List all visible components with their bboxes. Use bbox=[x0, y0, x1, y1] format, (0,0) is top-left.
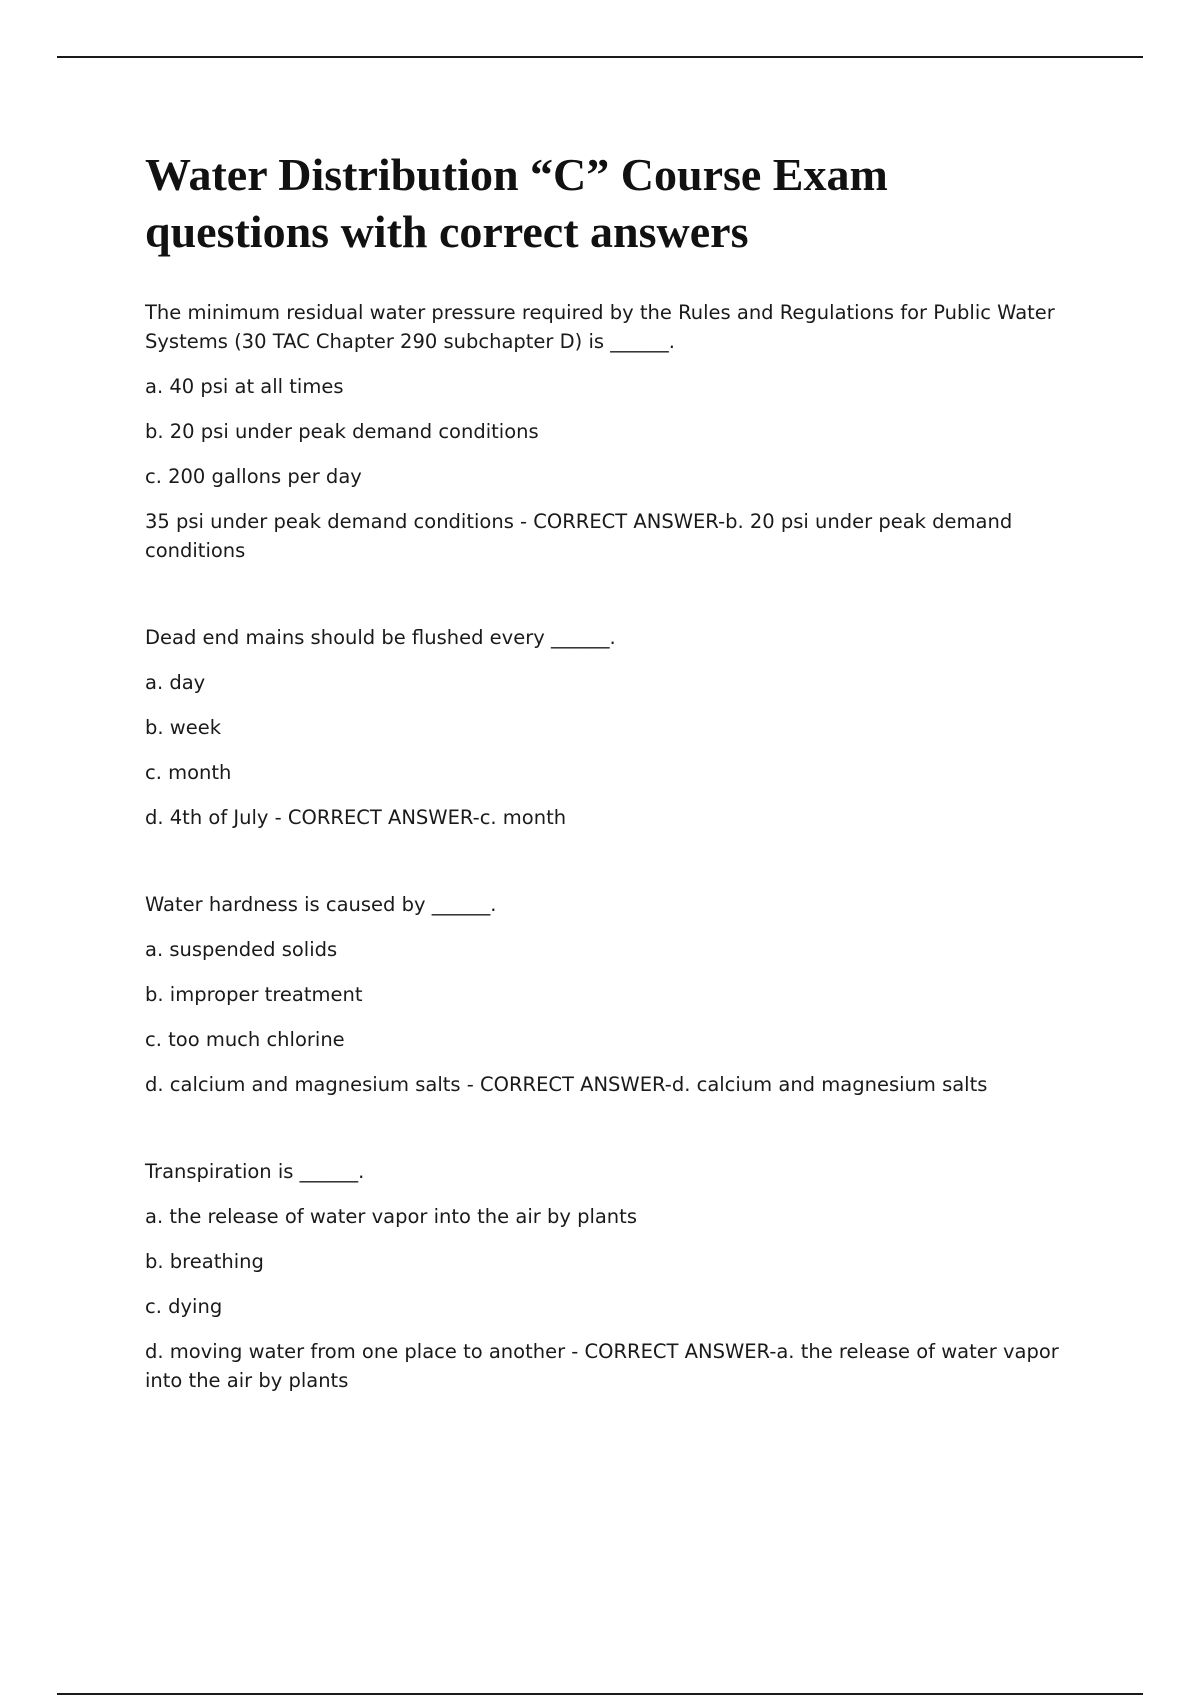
answer-option: c. too much chlorine bbox=[145, 1028, 345, 1051]
answer-option: a. suspended solids bbox=[145, 938, 338, 961]
answer-option: b. week bbox=[145, 716, 222, 739]
header-rule bbox=[57, 56, 1143, 58]
answer-option: a. day bbox=[145, 671, 206, 694]
correct-answer-line: d. calcium and magnesium salts - CORRECT ANSWER-d. calcium and magnesium salts bbox=[145, 1073, 988, 1096]
question-1 bbox=[145, 298, 1075, 565]
answer-option: c. month bbox=[145, 761, 232, 784]
answer-option: b. breathing bbox=[145, 1250, 264, 1273]
document-title: Water Distribution “C” Course Exam questions with correct answers bbox=[145, 149, 888, 257]
document-body bbox=[145, 146, 1075, 1453]
question-2 bbox=[145, 623, 1075, 832]
question-3 bbox=[145, 890, 1075, 1099]
answer-option: b. improper treatment bbox=[145, 983, 363, 1006]
footer-rule bbox=[57, 1693, 1143, 1695]
answer-option: c. 200 gallons per day bbox=[145, 465, 362, 488]
question-prompt: Dead end mains should be flushed every ______. bbox=[145, 626, 616, 649]
correct-answer-line: d. moving water from one place to another - CORRECT ANSWER-a. the release of water vapor into the air by plants bbox=[145, 1340, 1059, 1392]
answer-option: a. the release of water vapor into the air by plants bbox=[145, 1205, 637, 1228]
question-prompt: Water hardness is caused by ______. bbox=[145, 893, 497, 916]
question-prompt: The minimum residual water pressure required by the Rules and Regulations for Public Water Systems (30 TAC Chapter 290 subchapter D) is ______. bbox=[145, 301, 1055, 353]
correct-answer-line: d. 4th of July - CORRECT ANSWER-c. month bbox=[145, 806, 567, 829]
answer-option: a. 40 psi at all times bbox=[145, 375, 344, 398]
question-prompt: Transpiration is ______. bbox=[145, 1160, 365, 1183]
answer-option: c. dying bbox=[145, 1295, 223, 1318]
correct-answer-line: 35 psi under peak demand conditions - CORRECT ANSWER-b. 20 psi under peak demand conditions bbox=[145, 510, 1013, 562]
question-4 bbox=[145, 1157, 1075, 1395]
answer-option: b. 20 psi under peak demand conditions bbox=[145, 420, 539, 443]
